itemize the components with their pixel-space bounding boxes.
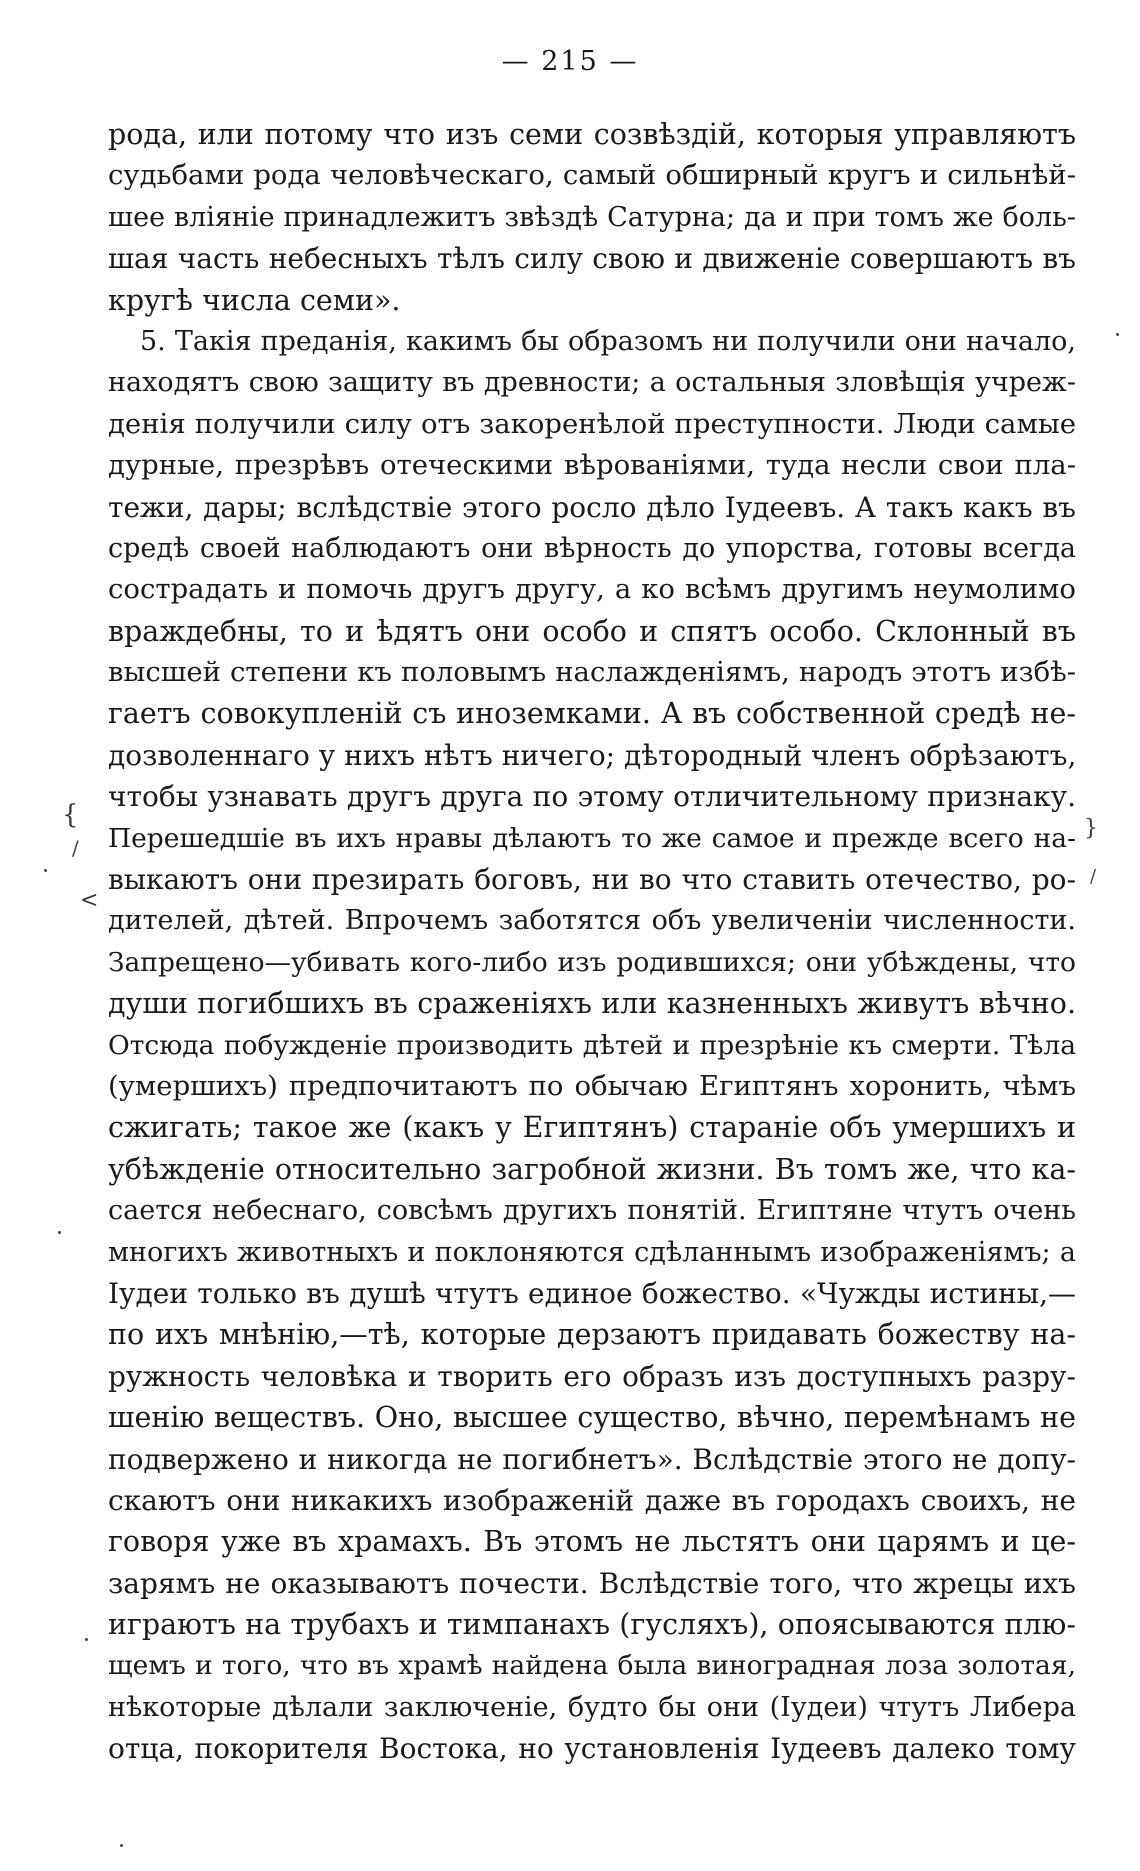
text-line: ружность человѣка и творить его образъ изъ доступныхъ разру-: [108, 1359, 1076, 1393]
text-line: сается небеснаго, совсѣмъ другихъ понятій. Египтяне чтутъ очень: [108, 1195, 1076, 1227]
scan-speck: [120, 1844, 123, 1847]
text-line: дозволеннаго у нихъ нѣтъ ничего; дѣтородный членъ обрѣзаютъ,: [108, 738, 1077, 772]
text-line: судьбами рода человѣческаго, самый обширный кругъ и сильнѣй-: [108, 159, 1076, 192]
scan-speck: [1116, 333, 1119, 336]
text-line: щемъ и того, что въ храмѣ найдена была виноградная лоза золотая,: [108, 1650, 1076, 1682]
margin-bracket-mark-small: /: [72, 836, 79, 860]
text-line: нѣкоторые дѣлали заключеніе, будто бы они (Іудеи) чтутъ Либера: [108, 1691, 1076, 1723]
text-line: шее вліяніе принадлежитъ звѣздѣ Сатурна; да и при томъ же боль-: [108, 201, 1076, 233]
margin-bracket-mark-lower: <: [80, 888, 99, 913]
text-line: (умершихъ) предпочитаютъ по обычаю Египтянъ хоронить, чѣмъ: [108, 1069, 1076, 1102]
scan-speck: [58, 1231, 61, 1234]
text-line: 5. Такія преданія, какимъ бы образомъ ни получили они начало,: [140, 325, 1076, 357]
text-line: дителей, дѣтей. Впрочемъ заботятся объ увеличеніи численности.: [108, 905, 1076, 937]
text-line: высшей степени къ половымъ наслажденіямъ, народъ этотъ избѣ-: [108, 656, 1076, 689]
text-line: многихъ животныхъ и поклоняются сдѣланнымъ изображеніямъ; а: [108, 1236, 1076, 1268]
text-line: рода, или потому что изъ семи созвѣздій, которыя управляютъ: [108, 118, 1076, 151]
text-line: денія получили силу отъ закоренѣлой преступности. Люди самые: [108, 407, 1076, 440]
text-line: играютъ на трубахъ и тимпанахъ (гусляхъ), опоясываются плю-: [108, 1608, 1076, 1642]
scan-speck: [44, 869, 47, 872]
text-line: кругѣ числа семи».: [108, 283, 401, 317]
text-line: враждебны, то и ѣдятъ они особо и спятъ особо. Склонный въ: [108, 614, 1076, 648]
text-line: находятъ свою защиту въ древности; а остальныя зловѣщія учреж-: [108, 367, 1076, 399]
text-line: шенію веществъ. Оно, высшее существо, вѣчно, перемѣнамъ не: [108, 1401, 1076, 1435]
text-line: отца, покорителя Востока, но установленія Іудеевъ далеко тому: [108, 1732, 1076, 1766]
text-line: Іудеи только въ душѣ чтутъ единое божество. «Чужды истины,—: [108, 1276, 1076, 1310]
page-number: — 215 —: [501, 46, 639, 77]
text-line: души погибшихъ въ сраженіяхъ или казненныхъ живутъ вѣчно.: [108, 987, 1076, 1021]
text-line: чтобы узнавать другъ друга по этому отличительному признаку.: [108, 780, 1076, 814]
text-line: скаютъ они никакихъ изображеній даже въ городахъ своихъ, не: [108, 1483, 1076, 1517]
text-line: Отсюда побужденіе производить дѣтей и презрѣніе къ смерти. Тѣла: [108, 1029, 1076, 1061]
text-line: средѣ своей наблюдаютъ они вѣрность до упорства, готовы всегда: [108, 532, 1076, 564]
scan-speck: [85, 1638, 88, 1641]
text-line: по ихъ мнѣнію,—тѣ, которые дерзаютъ придавать божеству на-: [108, 1318, 1076, 1352]
text-line: подвержено и никогда не погибнетъ». Вслѣдствіе этого не допу-: [108, 1442, 1076, 1476]
text-line: Перешедшіе въ ихъ нравы дѣлаютъ то же самое и прежде всего на-: [108, 822, 1076, 854]
text-line: говоря уже въ храмахъ. Въ этомъ не льстятъ они царямъ и це-: [108, 1525, 1076, 1559]
text-line: Запрещено—убивать кого-либо изъ родившихся; они убѣждены, что: [108, 946, 1076, 978]
text-line: гаетъ совокупленій съ иноземками. А въ собственной средѣ не-: [108, 697, 1076, 731]
margin-right-mark: }: [1084, 816, 1098, 841]
text-line: тежи, дары; вслѣдствіе этого росло дѣло Іудеевъ. А такъ какъ въ: [108, 490, 1076, 524]
margin-right-mark-lower: /: [1090, 866, 1097, 887]
text-line: убѣжденіе относительно загробной жизни. Въ томъ же, что ка-: [108, 1152, 1076, 1186]
text-line: шая часть небесныхъ тѣлъ силу свою и движеніе совершаютъ въ: [108, 242, 1076, 276]
text-line: сжигать; такое же (какъ у Египтянъ) стараніе объ умершихъ и: [108, 1111, 1076, 1145]
text-line: зарямъ не оказываютъ почести. Вслѣдствіе того, что жрецы ихъ: [108, 1566, 1076, 1600]
margin-bracket-mark: {: [62, 800, 79, 830]
text-line: дурные, презрѣвъ отеческими вѣрованіями, туда несли свои пла-: [108, 449, 1076, 482]
text-line: выкаютъ они презирать боговъ, ни во что ставить отечество, ро-: [108, 863, 1076, 897]
body-text: [108, 114, 1076, 1770]
text-line: сострадать и помочь другъ другу, а ко всѣмъ другимъ неумолимо: [108, 573, 1076, 606]
